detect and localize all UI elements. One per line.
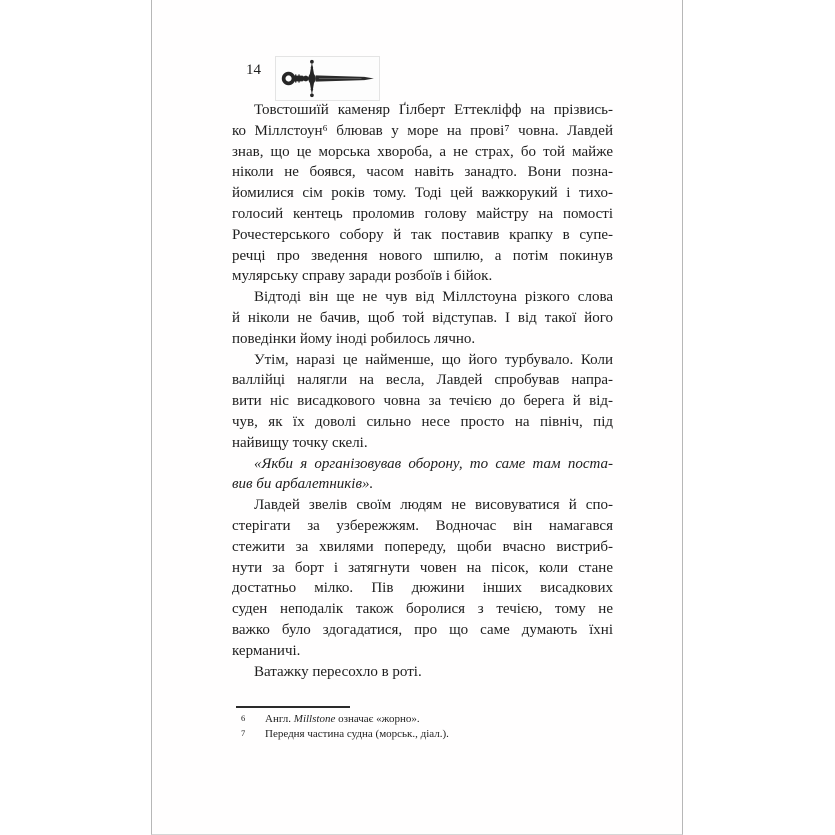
- footnote-text: Передня частина судна (морськ., діал.).: [265, 727, 449, 740]
- sword-icon: [278, 58, 377, 99]
- text-line: достатньо мілко. Пів дюжини інших висадкових: [232, 580, 613, 597]
- text-line: ніколи не боявся, часом навіть занадто. Вони позна-: [232, 164, 613, 181]
- text-line: вити ніс висадкового човна за течією до берега й від-: [232, 393, 613, 410]
- footnote-text: означає «жорно».: [335, 713, 420, 725]
- text-line: мулярську справу заради розбоїв і бійок.: [232, 268, 493, 285]
- text-line: вив би арбалетників».: [232, 476, 374, 493]
- footnote-marker: 6: [241, 713, 246, 723]
- text-line: йомилися сім років тому. Тоді цей важкорукий і тихо-: [232, 185, 613, 202]
- text-line: Рочестерського собору й так поставив крапку в супе-: [232, 226, 613, 243]
- text-line: Утім, наразі це найменше, що його турбувало. Коли: [254, 351, 613, 368]
- text-line: важко було здогадатися, про що саме думають їхні: [232, 621, 613, 638]
- body-text: [232, 100, 613, 682]
- page-number: 14: [246, 62, 261, 78]
- text-line: знав, що це морська хвороба, а не страх, бо той майже: [232, 143, 613, 160]
- book-page: [151, 0, 683, 835]
- footnotes: [232, 712, 613, 741]
- text-line: Відтоді він ще не чув від Міллстоуна різкого слова: [254, 289, 613, 306]
- footnote-item: [232, 727, 613, 742]
- text-line: суден неподалік також боролися з течією, тому не: [232, 601, 613, 618]
- text-line: голосий кентець проломив голову майстру на помості: [232, 205, 613, 222]
- text-line: валлійці налягли на весла, Лавдей спробував напра-: [232, 372, 613, 389]
- text-line: чув, як їх доволі сильно несе просто на північ, під: [232, 413, 613, 430]
- footnote-text-italic: Millstone: [293, 713, 336, 725]
- text-line: керманичі.: [232, 642, 301, 659]
- chapter-ornament: [275, 56, 380, 101]
- text-line: стерігати за узбережжям. Водночас він намагався: [232, 517, 613, 534]
- text-line: Товстошиїй каменяр Ґілберт Еттекліфф на прізвись-: [254, 102, 613, 118]
- footnote-text: Англ.: [265, 713, 294, 725]
- footnote-separator: [236, 706, 350, 708]
- text-line: й ніколи не бачив, щоб той відступав. І від такої його: [232, 309, 613, 326]
- text-line: Лавдей звелів своїм людям не висовуватися й спо-: [254, 497, 613, 514]
- text-line: речці про зведення нового шпилю, а потім покинув: [232, 247, 613, 264]
- text-line: ко Міллстоун⁶ блював у море на прові⁷ човна. Лавдей: [232, 122, 613, 139]
- text-line: найвищу точку скелі.: [232, 434, 368, 451]
- footnote-item: [232, 712, 613, 727]
- text-line: стежити за хвилями попереду, щоби вчасно вистриб-: [232, 538, 613, 555]
- text-line: «Якби я організовував оборону, то саме там поста-: [254, 455, 613, 472]
- text-line: нути за борт і затягнути човен на пісок, коли стане: [232, 559, 613, 576]
- text-line: поведінки йому іноді робилось лячно.: [232, 330, 476, 347]
- footnote-marker: 7: [241, 727, 246, 738]
- text-line: Ватажку пересохло в роті.: [254, 663, 422, 680]
